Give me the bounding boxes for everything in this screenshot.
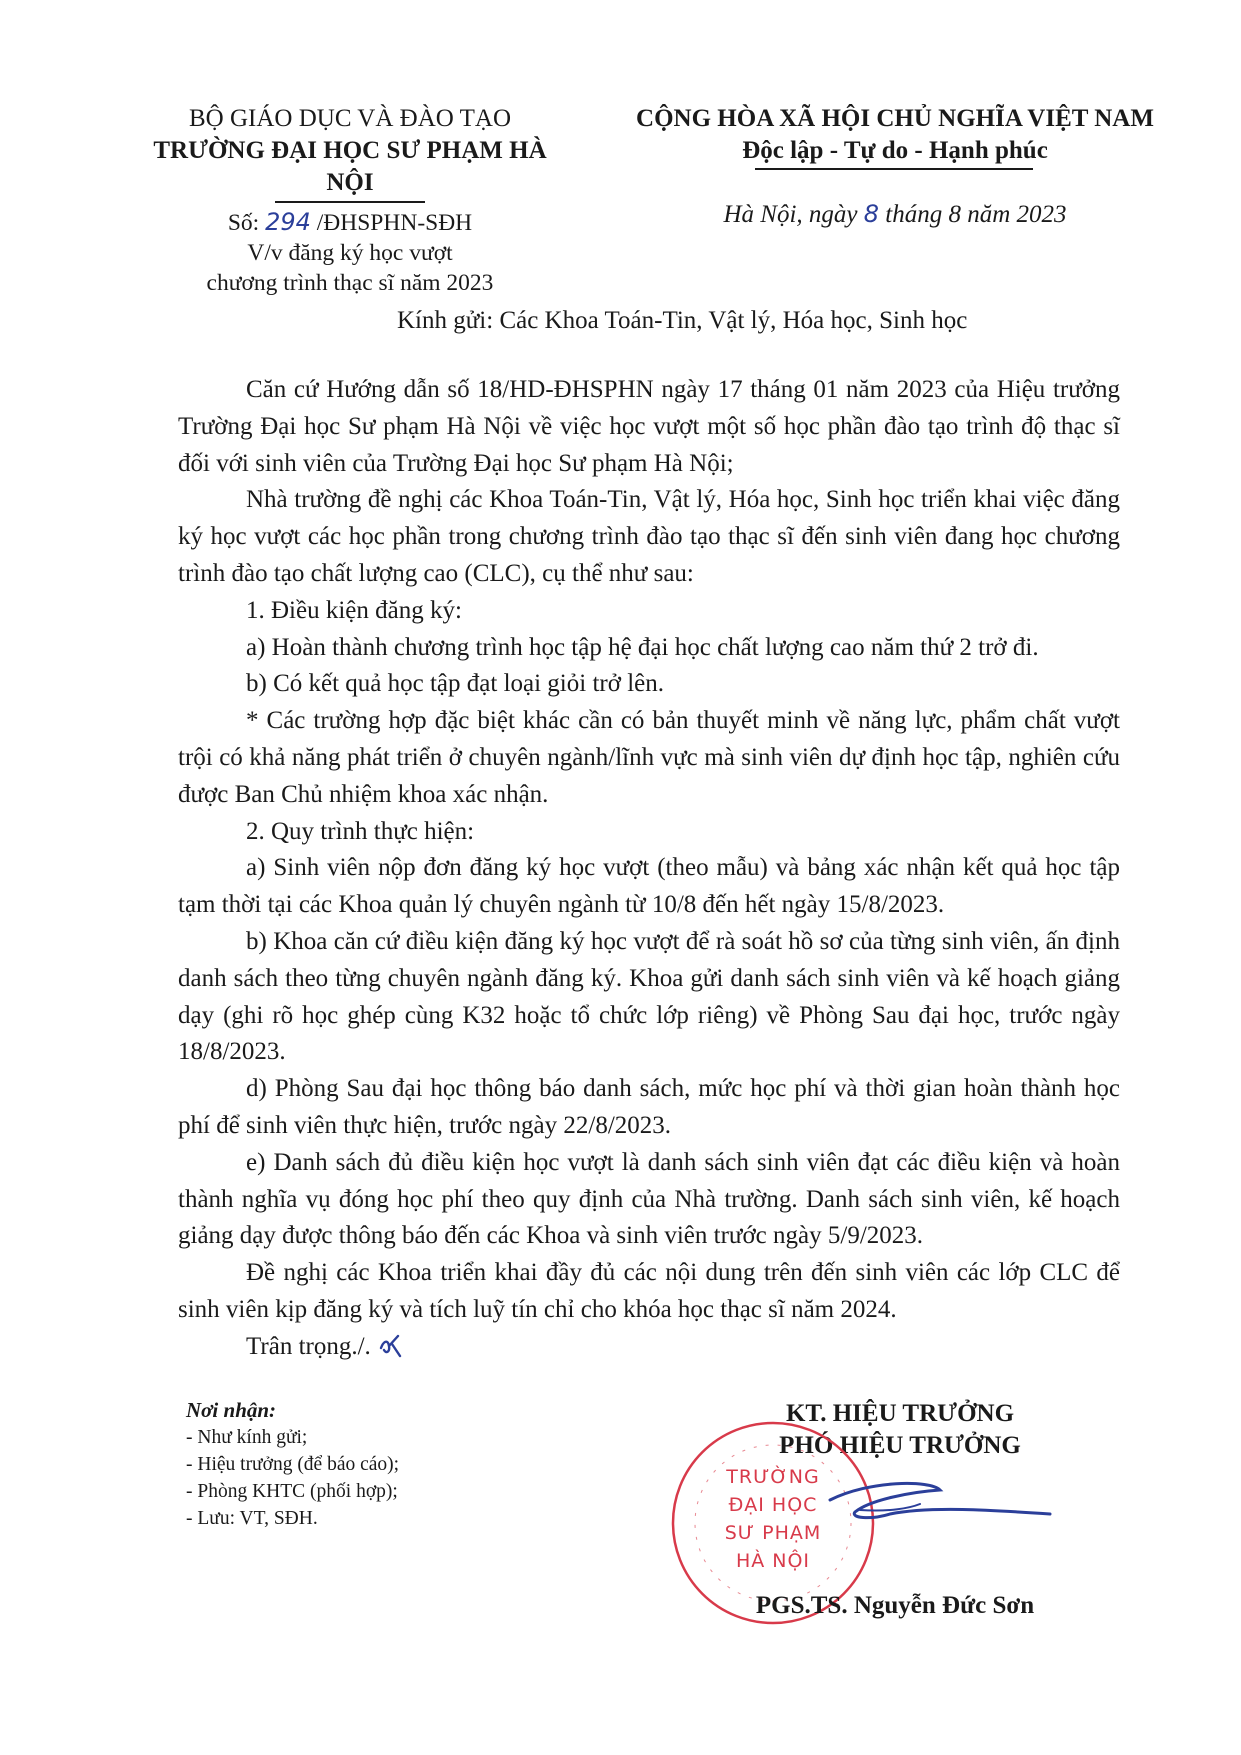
paragraph-request: Nhà trường đề nghị các Khoa Toán-Tin, Vật lý, Hóa học, Sinh học triển khai việc đăng ký học vượt các học phần trong chương trình đào tạo thạc sĩ đến sinh viên đang học chương trình đào tạo chất lượng cao (CLC), cụ thể như sau: (178, 486, 1120, 587)
procedure-e: e) Danh sách đủ điều kiện học vượt là danh sách sinh viên đạt các điều kiện và hoàn thành nghĩa vụ đóng học phí theo quy định của Nhà trường. Danh sách sinh viên, kế hoạch giảng dạy được thông báo đến các Khoa và sinh viên trước ngày 5/9/2023. (178, 1148, 1120, 1250)
university-name: TRƯỜNG ĐẠI HỌC SƯ PHẠM HÀ NỘI (153, 137, 547, 196)
recipient-item: - Lưu: VT, SĐH. (186, 1508, 318, 1529)
ministry-name: BỘ GIÁO DỤC VÀ ĐÀO TẠO (189, 105, 511, 132)
salutation: Kính gửi: Các Khoa Toán-Tin, Vật lý, Hóa học, Sinh học (397, 307, 968, 334)
recipients-title: Nơi nhận: (186, 1398, 277, 1422)
recipients-block (186, 1397, 686, 1532)
date-suffix: tháng 8 năm 2023 (885, 201, 1067, 228)
section-procedure-heading: 2. Quy trình thực hiện: (246, 817, 475, 845)
signature-title-2: PHÓ HIỆU TRƯỞNG (779, 1432, 1021, 1459)
procedure-a: a) Sinh viên nộp đơn đăng ký học vượt (theo mẫu) và bảng xác nhận kết quả học tập tạm thời tại các Khoa quản lý chuyên ngành từ 10/8 đến hết ngày 15/8/2023. (178, 854, 1120, 919)
signer-name: PGS.TS. Nguyễn Đức Sơn (755, 1592, 1035, 1619)
doc-no-prefix: Số: (227, 210, 260, 236)
subject-line-2: chương trình thạc sĩ năm 2023 (206, 270, 494, 296)
procedure-d: d) Phòng Sau đại học thông báo danh sách, mức học phí và thời gian hoàn thành học phí để sinh viên thực hiện, trước ngày 22/8/2023. (178, 1075, 1120, 1139)
seal-line-1: TRƯỜNG (726, 1466, 820, 1488)
closing-regards-text: Trân trọng./. (246, 1332, 371, 1360)
header-right (625, 103, 1165, 231)
header-left (150, 103, 550, 298)
paragraph-closing-request: Đề nghị các Khoa triển khai đầy đủ các nội dung trên đến sinh viên các lớp CLC để sinh viên kịp đăng ký và tích luỹ tín chỉ cho khóa học thạc sĩ năm 2024. (178, 1259, 1120, 1323)
paragraph-basis: Căn cứ Hướng dẫn số 18/HD-ĐHSPHN ngày 17 tháng 01 năm 2023 của Hiệu trưởng Trường Đại học Sư phạm Hà Nội về việc học vượt một số học phần đào tạo trình độ thạc sĩ đối với sinh viên của Trường Đại học Sư phạm Hà Nội; (178, 376, 1120, 477)
date-prefix: Hà Nội, ngày (723, 201, 858, 228)
condition-special: * Các trường hợp đặc biệt khác cần có bản thuyết minh về năng lực, phẩm chất vượt trội có khả năng phát triển ở chuyên ngành/lĩnh vực mà sinh viên dự định học tập, nghiên cứu được Ban Chủ nhiệm khoa xác nhận. (178, 707, 1120, 808)
subject-line-1: V/v đăng ký học vượt (247, 240, 453, 266)
motto-underline (755, 168, 1033, 170)
country-name: CỘNG HÒA XÃ HỘI CHỦ NGHĨA VIỆT NAM (636, 105, 1154, 132)
initial-mark-icon (378, 1334, 404, 1360)
header-left-divider (275, 201, 425, 203)
recipient-item: - Hiệu trưởng (để báo cáo); (186, 1454, 400, 1475)
procedure-b: b) Khoa căn cứ điều kiện đăng ký học vượt để rà soát hồ sơ của từng sinh viên, ấn định danh sách theo từng chuyên ngành đăng ký. Khoa gửi danh sách sinh viên và kế hoạch giảng dạy (ghi rõ học ghép cùng K32 hoặc tổ chức lớp riêng) về Phòng Sau đại học, trước ngày 18/8/2023. (178, 927, 1120, 1066)
condition-a: a) Hoàn thành chương trình học tập hệ đại học chất lượng cao năm thứ 2 trở đi. (246, 633, 1039, 661)
recipient-item: - Phòng KHTC (phối hợp); (186, 1481, 398, 1502)
section-conditions-heading: 1. Điều kiện đăng ký: (246, 596, 462, 624)
seal-line-3: SƯ PHẠM (724, 1522, 822, 1544)
doc-no-handwritten: 294 (265, 208, 311, 236)
doc-no-suffix: /ĐHSPHN-SĐH (316, 210, 473, 236)
signature-title-1: KT. HIỆU TRƯỞNG (785, 1400, 1015, 1427)
issue-date (625, 198, 1165, 231)
seal-line-2: ĐẠI HỌC (728, 1494, 818, 1516)
recipient-item: - Như kính gửi; (186, 1427, 308, 1448)
document-number (150, 207, 550, 238)
closing-regards (178, 1329, 1120, 1366)
date-day-handwritten: 8 (863, 200, 880, 228)
condition-b: b) Có kết quả học tập đạt loại giỏi trở lên. (246, 670, 664, 698)
letter-body (178, 372, 1120, 1366)
national-motto: Độc lập - Tự do - Hạnh phúc (742, 137, 1048, 164)
handwritten-signature-icon (760, 1470, 1060, 1540)
seal-line-4: HÀ NỘI (735, 1550, 811, 1572)
